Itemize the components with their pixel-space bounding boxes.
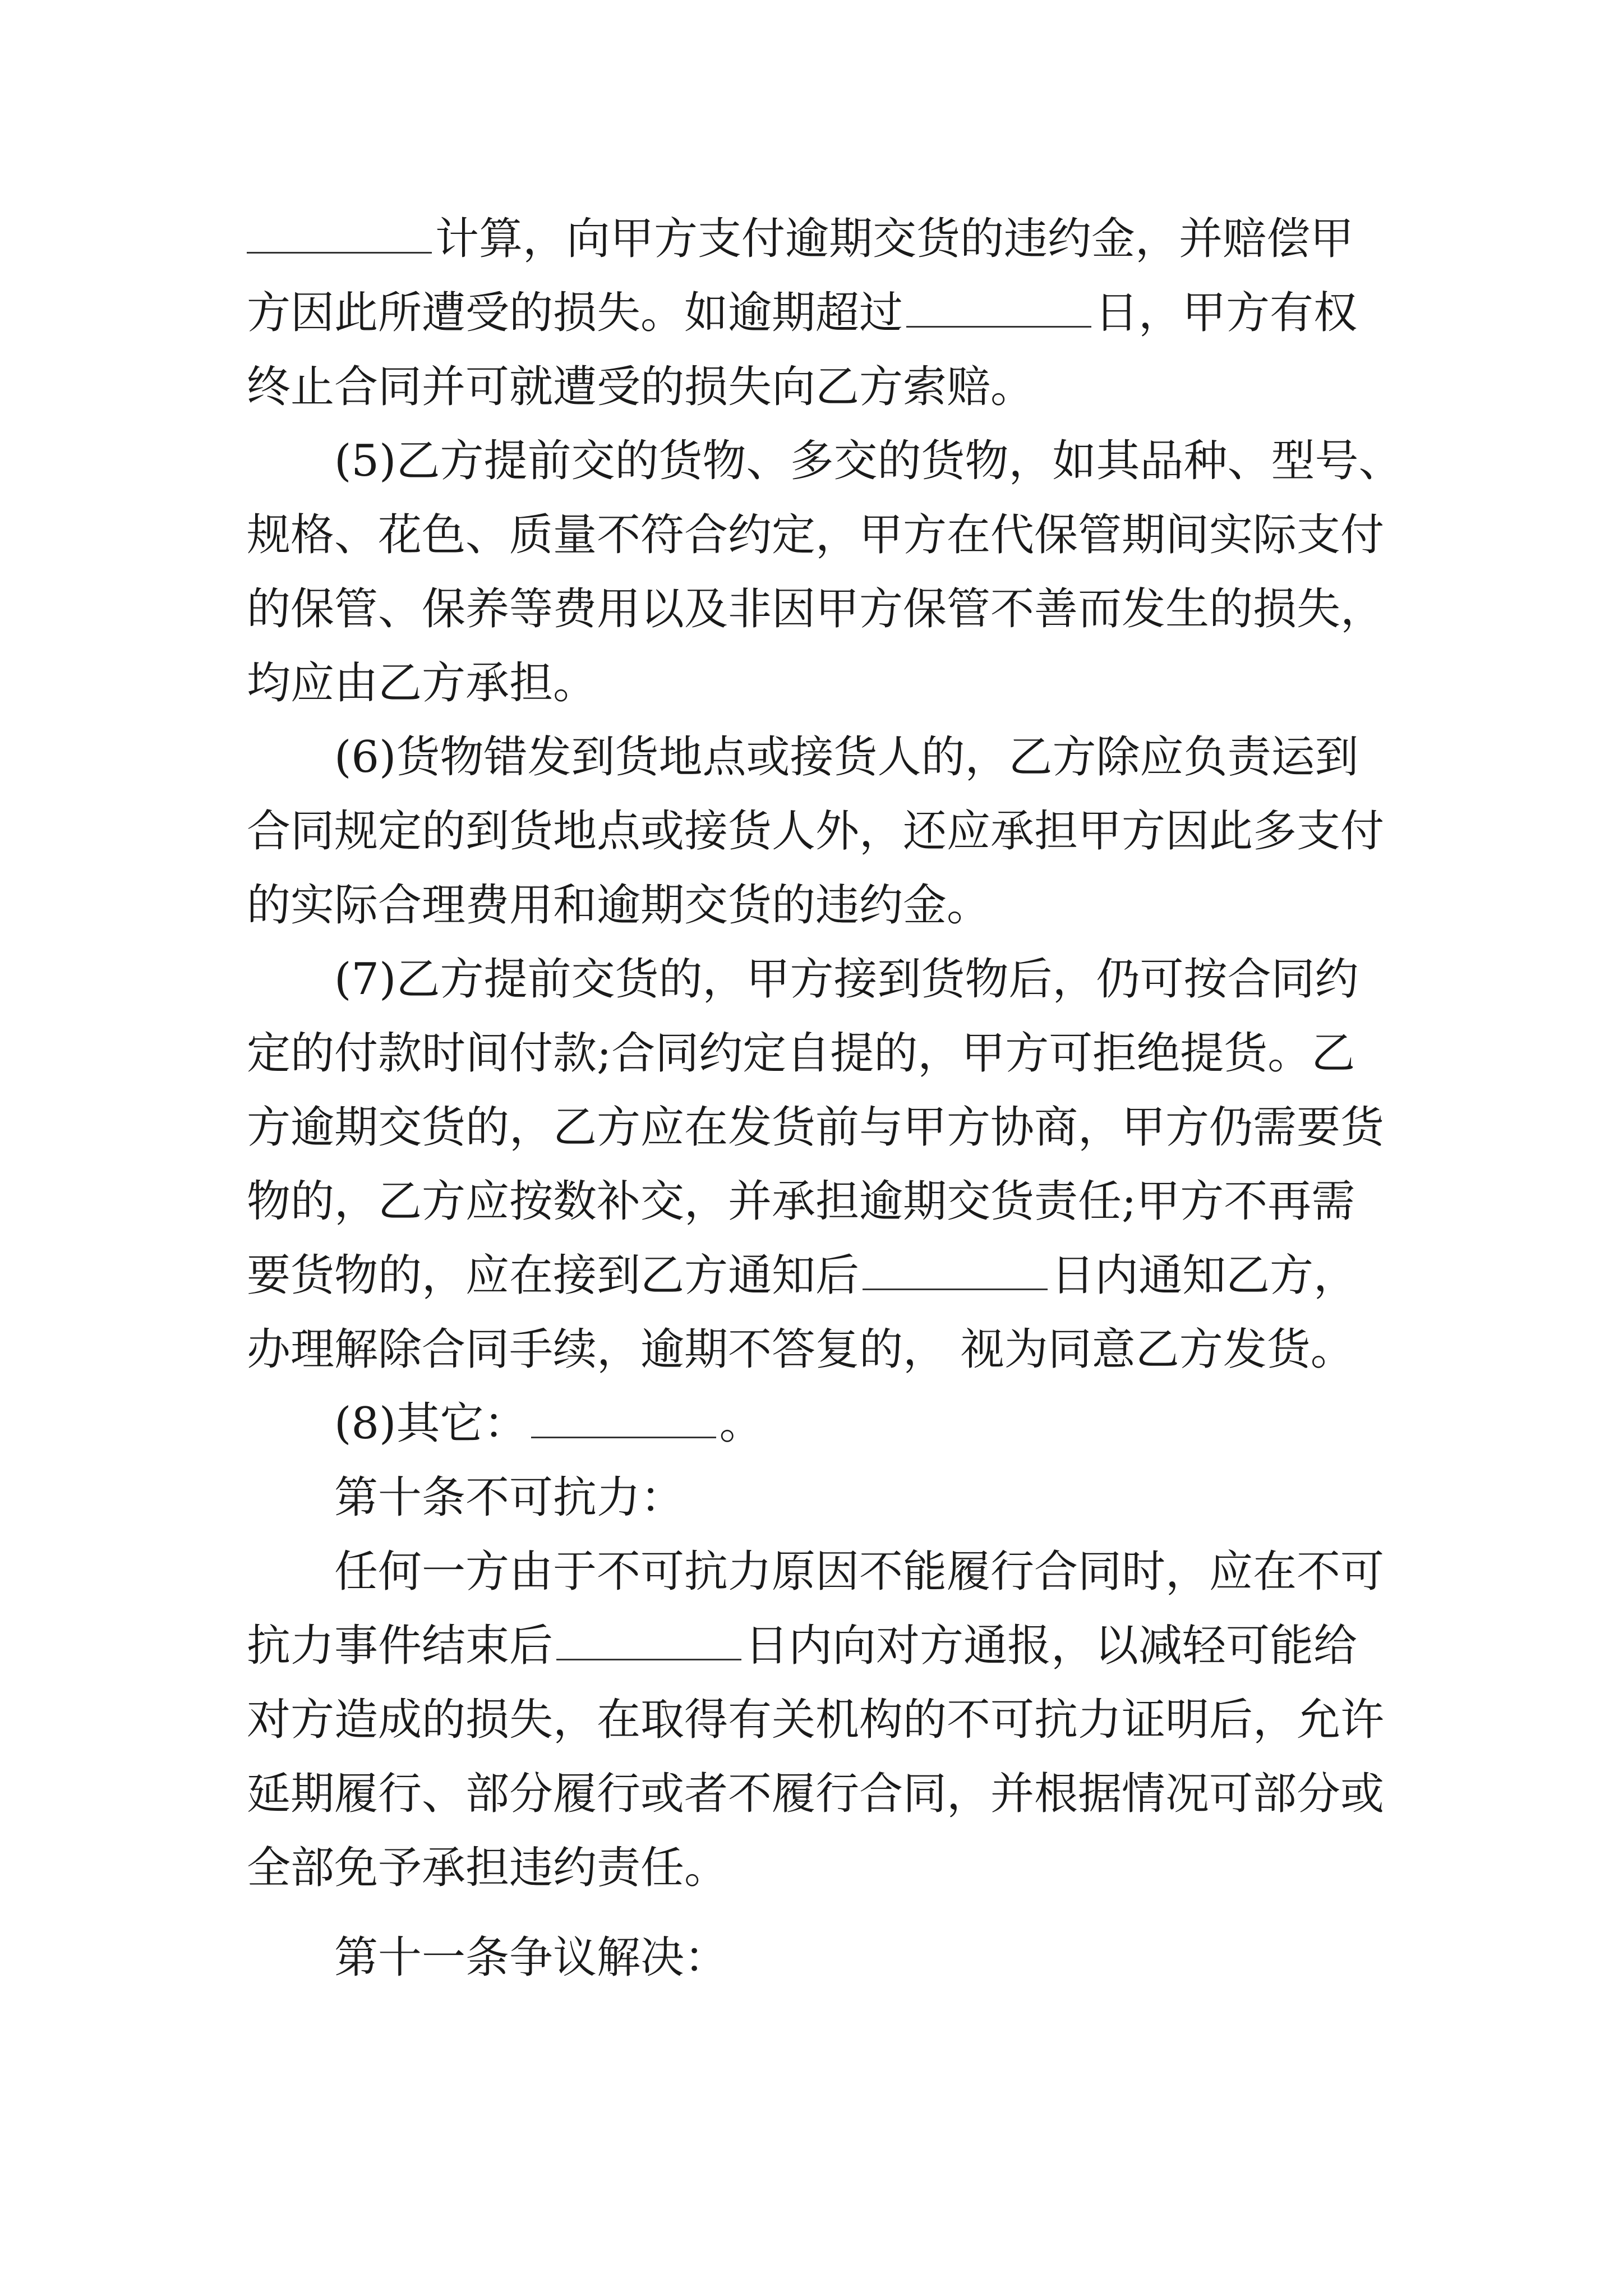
text-line-23: [247, 1831, 1387, 1905]
text-line-2: [247, 276, 1387, 350]
text-line-11: [247, 942, 1387, 1016]
line-text: 日内向对方通报，以减轻可能给: [745, 1621, 1358, 1671]
fill-in-blank: [247, 208, 432, 254]
text-line-21: [247, 1683, 1387, 1757]
line-text: (5)乙方提前交的货物、多交的货物，如其品种、型号、: [334, 436, 1403, 486]
line-text: 的实际合理费用和逾期交货的违约金。: [247, 880, 991, 931]
line-text: 定的付款时间付款;合同约定自提的，甲方可拒绝提货。乙: [247, 1028, 1355, 1079]
text-line-9: [247, 794, 1387, 868]
line-text: 终止合同并可就遭受的损失向乙方索赔。: [247, 362, 1035, 412]
section-heading-article-10: [247, 1461, 1387, 1535]
text-line-15: [247, 1239, 1387, 1313]
fill-in-blank: [556, 1615, 741, 1660]
text-line-14: [247, 1165, 1387, 1239]
line-text: 第十条不可抗力：: [334, 1473, 685, 1523]
text-line-20: [247, 1609, 1387, 1683]
fill-in-blank: [863, 1245, 1048, 1290]
line-text: 方逾期交货的，乙方应在发货前与甲方协商，甲方仍需要货: [247, 1102, 1385, 1153]
text-line-13: [247, 1091, 1387, 1165]
text-line-17: [247, 1387, 1387, 1461]
text-line-3: [247, 350, 1387, 424]
text-line-22: [247, 1757, 1387, 1831]
line-text: 均应由乙方承担。: [247, 658, 597, 708]
fill-in-blank: [531, 1393, 716, 1438]
line-text: 合同规定的到货地点或接货人外，还应承担甲方因此多支付: [247, 806, 1385, 857]
line-text: (8)其它：: [334, 1398, 528, 1449]
line-text: 日，甲方有权: [1095, 288, 1358, 338]
line-text: 办理解除合同手续，逾期不答复的， 视为同意乙方发货。: [247, 1324, 1354, 1375]
line-text: 对方造成的损失，在取得有关机构的不可抗力证明后，允许: [247, 1695, 1385, 1745]
line-text: 日内通知乙方，: [1051, 1250, 1358, 1301]
text-line-6: [247, 572, 1387, 646]
line-text: 任何一方由于不可抗力原因不能履行合同时，应在不可: [334, 1547, 1385, 1597]
text-line-19: [247, 1535, 1387, 1609]
line-text: (7)乙方提前交货的，甲方接到货物后，仍可按合同约: [334, 954, 1359, 1005]
text-line-16: [247, 1313, 1387, 1387]
text-line-4: [247, 424, 1403, 498]
line-text: 全部免予承担违约责任。: [247, 1843, 728, 1893]
text-line-5: [247, 498, 1387, 572]
line-text: 规格、花色、质量不符合约定，甲方在代保管期间实际支付: [247, 510, 1385, 560]
line-text: (6)货物错发到货地点或接货人的，乙方除应负责运到: [334, 732, 1359, 783]
fill-in-blank: [906, 282, 1091, 328]
line-text: 。: [719, 1398, 763, 1449]
line-text: 物的，乙方应按数补交，并承担逾期交货责任;甲方不再需: [247, 1176, 1355, 1227]
line-text: 的保管、保养等费用以及非因甲方保管不善而发生的损失，: [247, 584, 1385, 634]
text-line-10: [247, 868, 1387, 942]
line-text: 抗力事件结束后: [247, 1621, 554, 1671]
text-line-8: [247, 720, 1387, 794]
line-text: 延期履行、部分履行或者不履行合同，并根据情况可部分或: [247, 1769, 1385, 1819]
line-text: 要货物的，应在接到乙方通知后: [247, 1250, 860, 1301]
text-line-12: [247, 1016, 1387, 1091]
line-text: 方因此所遭受的损失。如逾期超过: [247, 288, 903, 338]
text-line-7: [247, 646, 1387, 720]
section-heading-article-11: [247, 1921, 1387, 1995]
line-text: 第十一条争议解决：: [334, 1932, 728, 1983]
line-text: 计算，向甲方支付逾期交货的违约金，并赔偿甲: [435, 214, 1354, 264]
paragraph-gap: [247, 1905, 1387, 1921]
text-line-1: [247, 202, 1387, 276]
